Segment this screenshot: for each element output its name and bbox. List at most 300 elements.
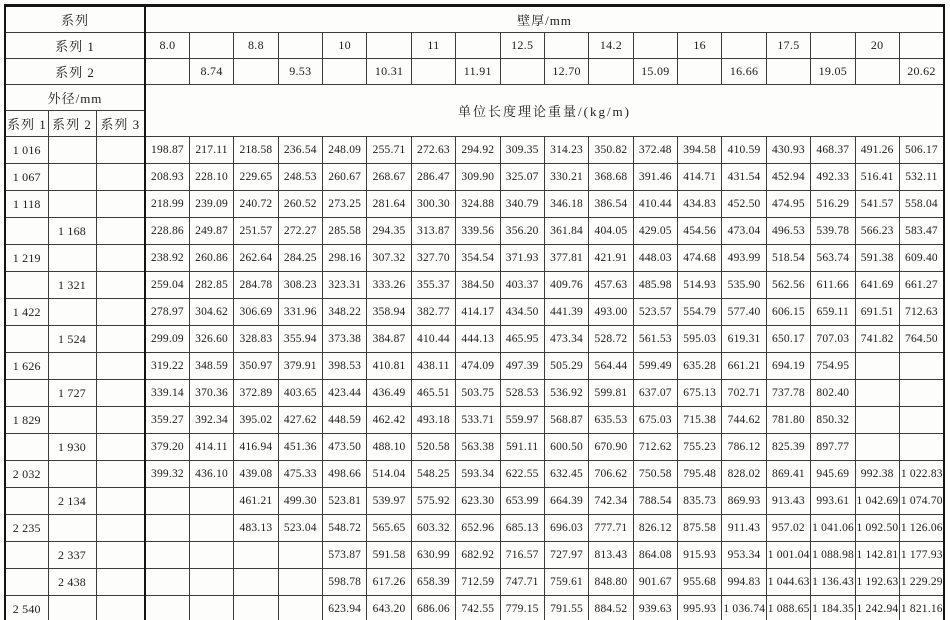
empty-weight-cell — [278, 542, 322, 569]
weight-value-cell: 702.71 — [722, 380, 766, 407]
empty-thickness-cell — [899, 33, 944, 59]
weight-value-cell: 539.97 — [367, 488, 411, 515]
weight-value-cell: 395.02 — [234, 407, 278, 434]
diameter-series2-cell: 1 524 — [48, 326, 96, 353]
empty-thickness-cell — [456, 33, 500, 59]
weight-value-cell: 992.38 — [855, 461, 899, 488]
weight-value-cell: 754.95 — [811, 353, 855, 380]
diameter-series2-cell: 2 337 — [48, 542, 96, 569]
weight-value-cell: 528.53 — [500, 380, 544, 407]
weight-value-cell: 410.59 — [722, 137, 766, 164]
series1-thickness-value: 17.5 — [766, 33, 810, 59]
wall-thickness-header-cell: 壁厚/mm — [145, 6, 944, 33]
empty-weight-cell — [145, 542, 189, 569]
weight-value-cell: 356.20 — [500, 218, 544, 245]
weight-value-cell: 409.76 — [544, 272, 588, 299]
weight-value-cell: 591.11 — [500, 434, 544, 461]
empty-diameter-cell — [96, 488, 145, 515]
table-row — [5, 488, 944, 515]
empty-diameter-cell — [48, 407, 96, 434]
weight-table-body — [5, 137, 944, 620]
diameter-series1-cell: 1 829 — [5, 407, 48, 434]
weight-value-cell: 386.54 — [589, 191, 633, 218]
weight-value-cell: 869.93 — [722, 488, 766, 515]
diameter-series2-cell: 1 168 — [48, 218, 96, 245]
weight-value-cell: 441.39 — [544, 299, 588, 326]
diameter-series1-cell: 2 235 — [5, 515, 48, 542]
empty-weight-cell — [899, 434, 944, 461]
empty-weight-cell — [234, 596, 278, 620]
weight-value-cell: 516.29 — [811, 191, 855, 218]
empty-diameter-cell — [48, 596, 96, 620]
empty-thickness-cell — [722, 33, 766, 59]
weight-value-cell: 410.81 — [367, 353, 411, 380]
weight-value-cell: 653.99 — [500, 488, 544, 515]
empty-diameter-cell — [96, 245, 145, 272]
weight-value-cell: 294.92 — [456, 137, 500, 164]
weight-value-cell: 593.34 — [456, 461, 500, 488]
diameter-series1-cell: 1 118 — [5, 191, 48, 218]
weight-value-cell: 251.57 — [234, 218, 278, 245]
empty-diameter-cell — [96, 542, 145, 569]
empty-diameter-cell — [96, 218, 145, 245]
weight-value-cell: 535.90 — [722, 272, 766, 299]
weight-value-cell: 314.23 — [544, 137, 588, 164]
weight-value-cell: 452.94 — [766, 164, 810, 191]
weight-value-cell: 864.08 — [633, 542, 677, 569]
weight-value-cell: 493.18 — [411, 407, 455, 434]
weight-value-cell: 875.58 — [678, 515, 722, 542]
weight-value-cell: 384.87 — [367, 326, 411, 353]
weight-value-cell: 208.93 — [145, 164, 189, 191]
empty-diameter-cell — [48, 245, 96, 272]
weight-value-cell: 707.03 — [811, 326, 855, 353]
weight-value-cell: 307.32 — [367, 245, 411, 272]
weight-value-cell: 716.57 — [500, 542, 544, 569]
empty-weight-cell — [234, 569, 278, 596]
weight-value-cell: 682.92 — [456, 542, 500, 569]
empty-weight-cell — [855, 353, 899, 380]
empty-diameter-cell — [96, 191, 145, 218]
weight-value-cell: 324.88 — [456, 191, 500, 218]
weight-value-cell: 1 136.43 — [811, 569, 855, 596]
weight-value-cell: 299.09 — [145, 326, 189, 353]
weight-value-cell: 370.36 — [189, 380, 233, 407]
weight-value-cell: 319.22 — [145, 353, 189, 380]
weight-value-cell: 523.81 — [323, 488, 367, 515]
weight-value-cell: 260.67 — [323, 164, 367, 191]
weight-value-cell: 568.87 — [544, 407, 588, 434]
weight-value-cell: 491.26 — [855, 137, 899, 164]
weight-value-cell: 255.71 — [367, 137, 411, 164]
weight-value-cell: 248.09 — [323, 137, 367, 164]
weight-value-cell: 1 022.83 — [899, 461, 944, 488]
empty-thickness-cell — [500, 59, 544, 85]
weight-value-cell: 359.27 — [145, 407, 189, 434]
weight-value-cell: 281.64 — [367, 191, 411, 218]
empty-weight-cell — [234, 542, 278, 569]
weight-value-cell: 901.67 — [633, 569, 677, 596]
weight-value-cell: 284.78 — [234, 272, 278, 299]
series-header-row — [5, 6, 944, 33]
weight-value-cell: 635.53 — [589, 407, 633, 434]
weight-value-cell: 566.23 — [855, 218, 899, 245]
weight-value-cell: 1 192.63 — [855, 569, 899, 596]
diameter-series2-cell: 1 727 — [48, 380, 96, 407]
weight-value-cell: 382.77 — [411, 299, 455, 326]
table-row — [5, 299, 944, 326]
diameter-series3-subheader: 系列 3 — [96, 111, 145, 137]
weight-value-cell: 554.79 — [678, 299, 722, 326]
empty-weight-cell — [855, 407, 899, 434]
empty-diameter-cell — [96, 434, 145, 461]
series1-thickness-value: 14.2 — [589, 33, 633, 59]
weight-value-cell: 248.53 — [278, 164, 322, 191]
weight-value-cell: 505.29 — [544, 353, 588, 380]
weight-value-cell: 611.66 — [811, 272, 855, 299]
weight-value-cell: 712.59 — [456, 569, 500, 596]
weight-value-cell: 670.90 — [589, 434, 633, 461]
weight-value-cell: 685.13 — [500, 515, 544, 542]
empty-thickness-cell — [189, 33, 233, 59]
weight-value-cell: 741.82 — [855, 326, 899, 353]
weight-value-cell: 399.32 — [145, 461, 189, 488]
weight-value-cell: 562.56 — [766, 272, 810, 299]
weight-value-cell: 1 184.35 — [811, 596, 855, 620]
empty-weight-cell — [145, 515, 189, 542]
diameter-series2-subheader: 系列 2 — [48, 111, 96, 137]
empty-diameter-cell — [48, 299, 96, 326]
weight-value-cell: 1 042.69 — [855, 488, 899, 515]
weight-value-cell: 523.04 — [278, 515, 322, 542]
weight-value-cell: 497.39 — [500, 353, 544, 380]
weight-value-cell: 744.62 — [722, 407, 766, 434]
empty-thickness-cell — [589, 59, 633, 85]
weight-value-cell: 465.95 — [500, 326, 544, 353]
weight-value-cell: 715.38 — [678, 407, 722, 434]
weight-value-cell: 548.25 — [411, 461, 455, 488]
weight-value-cell: 848.80 — [589, 569, 633, 596]
weight-value-cell: 403.65 — [278, 380, 322, 407]
weight-value-cell: 391.46 — [633, 164, 677, 191]
weight-value-cell: 603.32 — [411, 515, 455, 542]
empty-diameter-cell — [5, 542, 48, 569]
series2-label-cell: 系列 2 — [5, 59, 145, 85]
weight-value-cell: 331.96 — [278, 299, 322, 326]
empty-diameter-cell — [5, 488, 48, 515]
weight-value-cell: 514.93 — [678, 272, 722, 299]
weight-value-cell: 1 044.63 — [766, 569, 810, 596]
empty-diameter-cell — [96, 299, 145, 326]
weight-value-cell: 429.05 — [633, 218, 677, 245]
weight-value-cell: 617.26 — [367, 569, 411, 596]
table-row — [5, 326, 944, 353]
weight-value-cell: 260.86 — [189, 245, 233, 272]
weight-value-cell: 548.72 — [323, 515, 367, 542]
weight-value-cell: 350.97 — [234, 353, 278, 380]
weight-value-cell: 661.27 — [899, 272, 944, 299]
weight-value-cell: 346.18 — [544, 191, 588, 218]
series1-thickness-row — [5, 33, 944, 59]
weight-value-cell: 454.56 — [678, 218, 722, 245]
table-row — [5, 191, 944, 218]
series2-thickness-value: 15.09 — [633, 59, 677, 85]
weight-value-cell: 339.14 — [145, 380, 189, 407]
table-row — [5, 164, 944, 191]
weight-value-cell: 198.87 — [145, 137, 189, 164]
weight-value-cell: 354.54 — [456, 245, 500, 272]
weight-value-cell: 313.87 — [411, 218, 455, 245]
series1-label-cell: 系列 1 — [5, 33, 145, 59]
series2-thickness-value: 9.53 — [278, 59, 322, 85]
weight-value-cell: 577.40 — [722, 299, 766, 326]
outer-diameter-header-cell: 外径/mm — [5, 85, 145, 111]
empty-diameter-cell — [96, 353, 145, 380]
weight-value-cell: 326.60 — [189, 326, 233, 353]
table-row — [5, 434, 944, 461]
empty-weight-cell — [855, 434, 899, 461]
weight-value-cell: 791.55 — [544, 596, 588, 620]
weight-value-cell: 659.11 — [811, 299, 855, 326]
weight-value-cell: 379.20 — [145, 434, 189, 461]
weight-value-cell: 994.83 — [722, 569, 766, 596]
weight-value-cell: 306.69 — [234, 299, 278, 326]
weight-value-cell: 533.71 — [456, 407, 500, 434]
series2-thickness-value: 20.62 — [899, 59, 944, 85]
weight-value-cell: 423.44 — [323, 380, 367, 407]
weight-value-cell: 358.94 — [367, 299, 411, 326]
weight-value-cell: 493.99 — [722, 245, 766, 272]
weight-value-cell: 598.78 — [323, 569, 367, 596]
weight-value-cell: 398.53 — [323, 353, 367, 380]
series2-thickness-value: 11.91 — [456, 59, 500, 85]
empty-thickness-cell — [678, 59, 722, 85]
unit-weight-header-cell: 单位长度理论重量/(kg/m) — [145, 85, 944, 137]
weight-value-cell: 229.65 — [234, 164, 278, 191]
empty-thickness-cell — [544, 33, 588, 59]
weight-value-cell: 623.30 — [456, 488, 500, 515]
weight-value-cell: 742.55 — [456, 596, 500, 620]
empty-diameter-cell — [5, 434, 48, 461]
weight-value-cell: 474.68 — [678, 245, 722, 272]
weight-value-cell: 309.35 — [500, 137, 544, 164]
weight-value-cell: 609.40 — [899, 245, 944, 272]
weight-value-cell: 599.81 — [589, 380, 633, 407]
weight-value-cell: 884.52 — [589, 596, 633, 620]
weight-value-cell: 368.68 — [589, 164, 633, 191]
weight-value-cell: 340.79 — [500, 191, 544, 218]
empty-diameter-cell — [96, 164, 145, 191]
empty-weight-cell — [899, 407, 944, 434]
weight-value-cell: 468.37 — [811, 137, 855, 164]
weight-value-cell: 630.99 — [411, 542, 455, 569]
weight-value-cell: 632.45 — [544, 461, 588, 488]
weight-value-cell: 328.83 — [234, 326, 278, 353]
weight-value-cell: 304.62 — [189, 299, 233, 326]
weight-value-cell: 410.44 — [633, 191, 677, 218]
weight-value-cell: 1 126.06 — [899, 515, 944, 542]
weight-value-cell: 957.02 — [766, 515, 810, 542]
weight-value-cell: 591.38 — [855, 245, 899, 272]
weight-value-cell: 712.63 — [899, 299, 944, 326]
weight-value-cell: 781.80 — [766, 407, 810, 434]
series1-thickness-value: 8.8 — [234, 33, 278, 59]
weight-value-cell: 915.93 — [678, 542, 722, 569]
weight-value-cell: 278.97 — [145, 299, 189, 326]
weight-value-cell: 600.50 — [544, 434, 588, 461]
series2-thickness-row — [5, 59, 944, 85]
weight-value-cell: 421.91 — [589, 245, 633, 272]
table-row — [5, 569, 944, 596]
weight-value-cell: 355.94 — [278, 326, 322, 353]
weight-value-cell: 788.54 — [633, 488, 677, 515]
series2-thickness-value: 8.74 — [189, 59, 233, 85]
weight-value-cell: 268.67 — [367, 164, 411, 191]
weight-value-cell: 431.54 — [722, 164, 766, 191]
empty-thickness-cell — [411, 59, 455, 85]
empty-diameter-cell — [96, 596, 145, 620]
weight-value-cell: 583.47 — [899, 218, 944, 245]
series1-thickness-value: 10 — [323, 33, 367, 59]
weight-value-cell: 913.43 — [766, 488, 810, 515]
weight-value-cell: 228.10 — [189, 164, 233, 191]
empty-thickness-cell — [766, 59, 810, 85]
weight-value-cell: 325.07 — [500, 164, 544, 191]
weight-value-cell: 541.57 — [855, 191, 899, 218]
empty-weight-cell — [278, 569, 322, 596]
series1-thickness-value: 16 — [678, 33, 722, 59]
weight-value-cell: 498.66 — [323, 461, 367, 488]
weight-value-cell: 561.53 — [633, 326, 677, 353]
empty-diameter-cell — [96, 569, 145, 596]
weight-value-cell: 1 088.65 — [766, 596, 810, 620]
weight-value-cell: 410.44 — [411, 326, 455, 353]
weight-value-cell: 643.20 — [367, 596, 411, 620]
empty-weight-cell — [189, 542, 233, 569]
weight-value-cell: 869.41 — [766, 461, 810, 488]
empty-weight-cell — [278, 596, 322, 620]
empty-diameter-cell — [96, 407, 145, 434]
weight-value-cell: 835.73 — [678, 488, 722, 515]
weight-value-cell: 661.21 — [722, 353, 766, 380]
weight-value-cell: 330.21 — [544, 164, 588, 191]
empty-weight-cell — [145, 569, 189, 596]
weight-value-cell: 473.50 — [323, 434, 367, 461]
weight-value-cell: 414.17 — [456, 299, 500, 326]
weight-value-cell: 1 088.98 — [811, 542, 855, 569]
weight-value-cell: 664.39 — [544, 488, 588, 515]
weight-value-cell: 686.06 — [411, 596, 455, 620]
weight-value-cell: 532.11 — [899, 164, 944, 191]
weight-value-cell: 641.69 — [855, 272, 899, 299]
weight-value-cell: 465.51 — [411, 380, 455, 407]
weight-value-cell: 273.25 — [323, 191, 367, 218]
empty-diameter-cell — [5, 272, 48, 299]
diameter-series1-cell: 2 540 — [5, 596, 48, 620]
weight-value-cell: 427.62 — [278, 407, 322, 434]
empty-diameter-cell — [48, 164, 96, 191]
weight-value-cell: 448.59 — [323, 407, 367, 434]
weight-value-cell: 897.77 — [811, 434, 855, 461]
weight-value-cell: 945.69 — [811, 461, 855, 488]
table-row — [5, 137, 944, 164]
weight-value-cell: 777.71 — [589, 515, 633, 542]
weight-value-cell: 384.50 — [456, 272, 500, 299]
weight-value-cell: 826.12 — [633, 515, 677, 542]
diameter-series2-cell: 2 438 — [48, 569, 96, 596]
weight-value-cell: 694.19 — [766, 353, 810, 380]
weight-value-cell: 828.02 — [722, 461, 766, 488]
table-row — [5, 596, 944, 620]
empty-thickness-cell — [633, 33, 677, 59]
weight-value-cell: 516.41 — [855, 164, 899, 191]
weight-value-cell: 506.17 — [899, 137, 944, 164]
weight-value-cell: 404.05 — [589, 218, 633, 245]
weight-value-cell: 623.94 — [323, 596, 367, 620]
weight-value-cell: 473.04 — [722, 218, 766, 245]
table-row — [5, 407, 944, 434]
weight-value-cell: 727.97 — [544, 542, 588, 569]
weight-value-cell: 475.33 — [278, 461, 322, 488]
weight-value-cell: 599.49 — [633, 353, 677, 380]
weight-value-cell: 298.16 — [323, 245, 367, 272]
weight-value-cell: 373.38 — [323, 326, 367, 353]
weight-value-cell: 755.23 — [678, 434, 722, 461]
table-row — [5, 542, 944, 569]
weight-value-cell: 414.71 — [678, 164, 722, 191]
weight-value-cell: 499.30 — [278, 488, 322, 515]
table-row — [5, 515, 944, 542]
weight-value-cell: 434.83 — [678, 191, 722, 218]
weight-value-cell: 259.04 — [145, 272, 189, 299]
weight-value-cell: 939.63 — [633, 596, 677, 620]
weight-value-cell: 434.50 — [500, 299, 544, 326]
diameter-series1-cell: 1 016 — [5, 137, 48, 164]
weight-value-cell: 712.62 — [633, 434, 677, 461]
weight-value-cell: 675.13 — [678, 380, 722, 407]
weight-value-cell: 1 041.06 — [811, 515, 855, 542]
weight-value-cell: 239.09 — [189, 191, 233, 218]
weight-value-cell: 813.43 — [589, 542, 633, 569]
weight-value-cell: 1 074.70 — [899, 488, 944, 515]
weight-value-cell: 488.10 — [367, 434, 411, 461]
weight-value-cell: 764.50 — [899, 326, 944, 353]
weight-value-cell: 1 229.29 — [899, 569, 944, 596]
weight-value-cell: 559.97 — [500, 407, 544, 434]
weight-value-cell: 249.87 — [189, 218, 233, 245]
diameter-series1-subheader: 系列 1 — [5, 111, 48, 137]
weight-value-cell: 282.85 — [189, 272, 233, 299]
weight-value-cell: 473.34 — [544, 326, 588, 353]
weight-value-cell: 238.92 — [145, 245, 189, 272]
empty-diameter-cell — [96, 461, 145, 488]
weight-value-cell: 371.93 — [500, 245, 544, 272]
weight-value-cell: 635.28 — [678, 353, 722, 380]
weight-value-cell: 779.15 — [500, 596, 544, 620]
diameter-series1-cell: 2 032 — [5, 461, 48, 488]
weight-value-cell: 218.58 — [234, 137, 278, 164]
empty-thickness-cell — [278, 33, 322, 59]
empty-weight-cell — [189, 488, 233, 515]
weight-value-cell: 1 142.81 — [855, 542, 899, 569]
weight-value-cell: 622.55 — [500, 461, 544, 488]
weight-value-cell: 737.78 — [766, 380, 810, 407]
weight-value-cell: 514.04 — [367, 461, 411, 488]
empty-thickness-cell — [145, 59, 189, 85]
weight-value-cell: 795.48 — [678, 461, 722, 488]
weight-value-cell: 595.03 — [678, 326, 722, 353]
weight-value-cell: 372.89 — [234, 380, 278, 407]
